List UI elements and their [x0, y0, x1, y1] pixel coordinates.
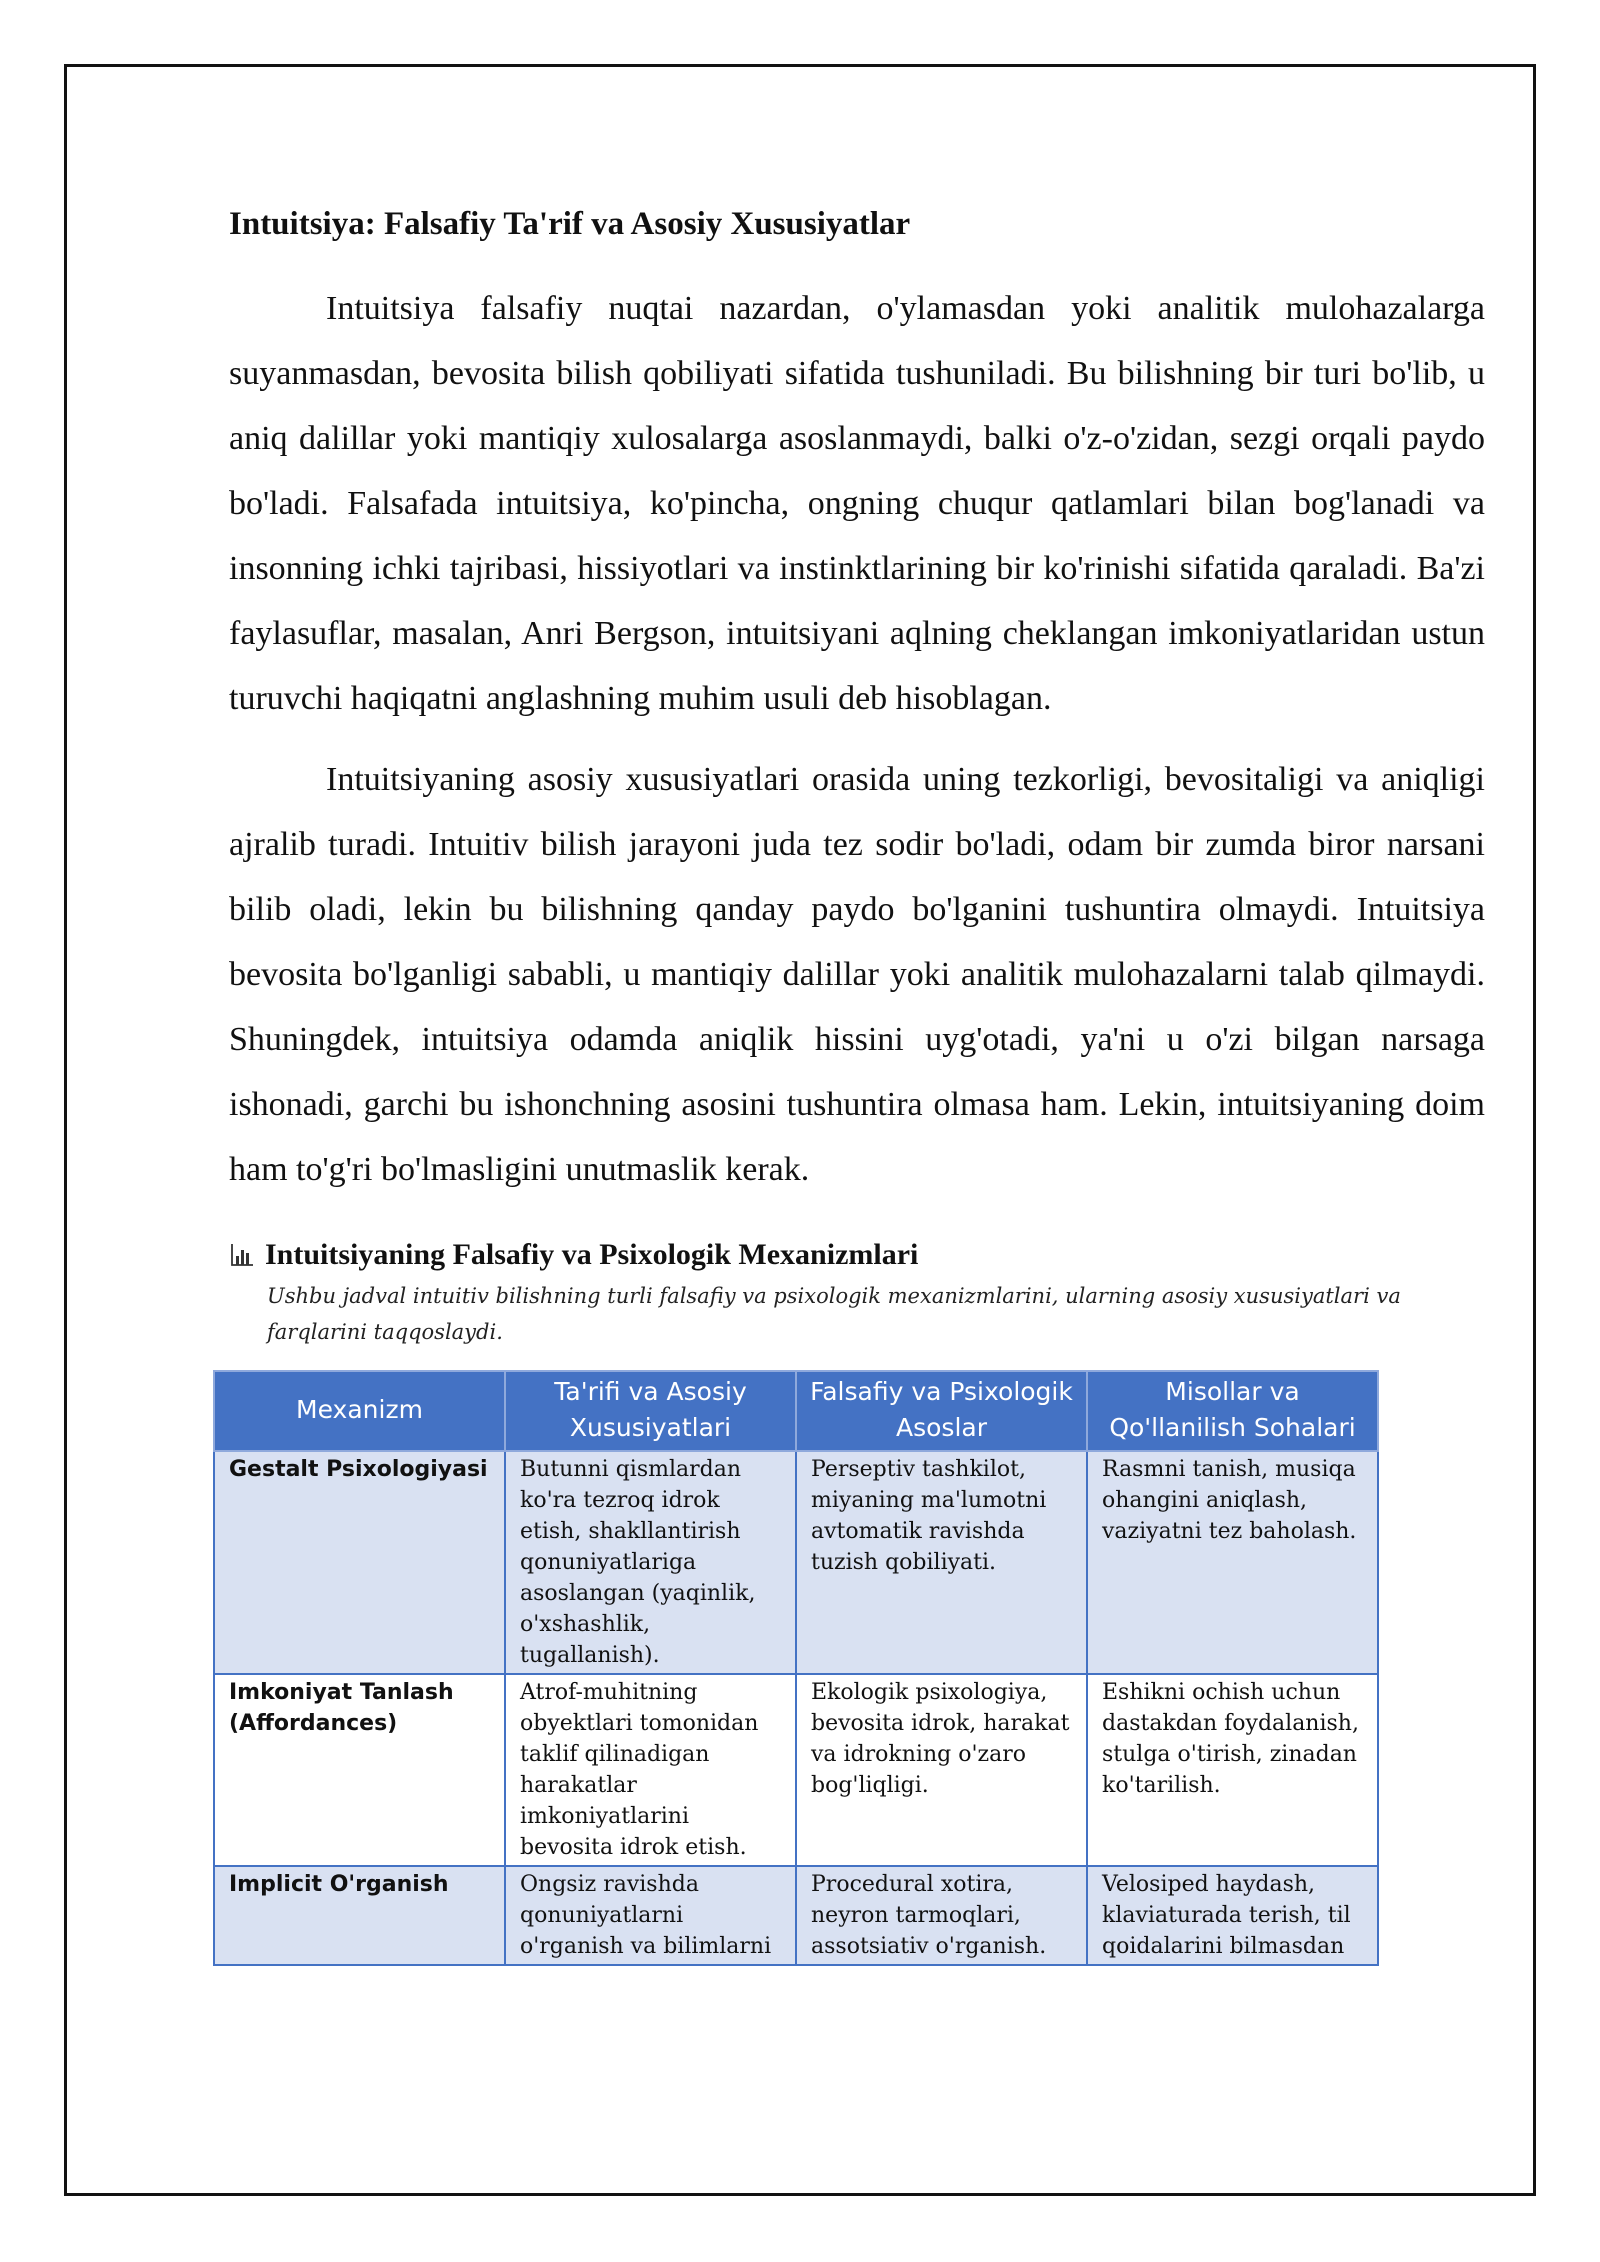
mechanism-name: Implicit O'rganish [214, 1866, 505, 1965]
mechanisms-table [213, 1370, 1379, 1966]
mechanism-definition: Butunni qismlardan ko'ra tezroq idrok etish, shakllantirish qonuniyatlariga asoslangan (yaqinlik, o'xshashlik, tugallanish). [505, 1451, 796, 1674]
mechanism-examples: Rasmni tanish, musiqa ohangini aniqlash, vaziyatni tez baholash. [1087, 1451, 1378, 1674]
mechanism-definition: Ongsiz ravishda qonuniyatlarni o'rganish va bilimlarni [505, 1866, 796, 1965]
document-title: Intuitsiya: Falsafiy Ta'rif va Asosiy Xususiyatlar [229, 206, 911, 242]
table-section-heading [229, 1238, 1485, 1272]
mechanism-basis: Ekologik psixologiya, bevosita idrok, harakat va idrokning o'zaro bog'liqligi. [796, 1674, 1087, 1866]
paragraph-1: Intuitsiya falsafiy nuqtai nazardan, o'ylamasdan yoki analitik mulohazalarga suyanmasdan, bevosita bilish qobiliyati sifatida tushuniladi. Bu bilishning bir turi bo'lib, u aniq dalillar yoki mantiqiy xulosalarga asoslanmaydi, balki o'z-o'zidan, sezgi orqali paydo bo'ladi. Falsafada intuitsiya, ko'pincha, ongning chuqur qatlamlari bilan bog'lanadi va insonning ichki tajribasi, hissiyotlari va instinktlarining bir ko'rinishi sifatida qaraladi. Ba'zi faylasuflar, masalan, Anri Bergson, intuitsiyani aqlning cheklangan imkoniyatlaridan ustun turuvchi haqiqatni anglashning muhim usuli deb hisoblagan. [229, 290, 1485, 717]
mechanism-examples: Velosiped haydash, klaviaturada terish, til qoidalarini bilmasdan [1087, 1866, 1378, 1965]
mechanism-name: Gestalt Psixologiyasi [214, 1451, 505, 1674]
table-section-title: Intuitsiyaning Falsafiy va Psixologik Mexanizmlari [265, 1238, 919, 1271]
table-row [214, 1866, 1378, 1965]
column-header-mechanism: Mexanizm [214, 1371, 505, 1451]
table-row [214, 1674, 1378, 1866]
document-body [229, 196, 1485, 1966]
mechanism-definition: Atrof-muhitning obyektlari tomonidan taklif qilinadigan harakatlar imkoniyatlarini bevosita idrok etish. [505, 1674, 796, 1866]
bar-chart-icon [229, 1242, 255, 1268]
column-header-examples: Misollar va Qo'llanilish Sohalari [1087, 1371, 1378, 1451]
column-header-definition: Ta'rifi va Asosiy Xususiyatlari [505, 1371, 796, 1451]
mechanism-basis: Perseptiv tashkilot, miyaning ma'lumotni avtomatik ravishda tuzish qobiliyati. [796, 1451, 1087, 1674]
mechanism-examples: Eshikni ochish uchun dastakdan foydalanish, stulga o'tirish, zinadan ko'tarilish. [1087, 1674, 1378, 1866]
column-header-basis: Falsafiy va Psixologik Asoslar [796, 1371, 1087, 1451]
mechanism-name: Imkoniyat Tanlash (Affordances) [214, 1674, 505, 1866]
table-row [214, 1451, 1378, 1674]
paragraph-2: Intuitsiyaning asosiy xususiyatlari orasida uning tezkorligi, bevositaligi va aniqligi ajralib turadi. Intuitiv bilish jarayoni juda tez sodir bo'ladi, odam bir zumda biror narsani bilib oladi, lekin bu bilishning qanday paydo bo'lganini tushuntira olmaydi. Intuitsiya bevosita bo'lganligi sababli, u mantiqiy dalillar yoki analitik mulohazalarni talab qilmaydi. Shuningdek, intuitsiya odamda aniqlik hissini uyg'otadi, ya'ni u o'zi bilgan narsaga ishonadi, garchi bu ishonchning asosini tushuntira olmasa ham. Lekin, intuitsiyaning doim ham to'g'ri bo'lmasligini unutmaslik kerak. [229, 761, 1485, 1188]
table-header-row [214, 1371, 1378, 1451]
mechanism-basis: Procedural xotira, neyron tarmoqlari, assotsiativ o'rganish. [796, 1866, 1087, 1965]
table-caption: Ushbu jadval intuitiv bilishning turli falsafiy va psixologik mexanizmlarini, ularning asosiy xususiyatlari va farqlarini taqqoslaydi. [267, 1284, 1401, 1344]
